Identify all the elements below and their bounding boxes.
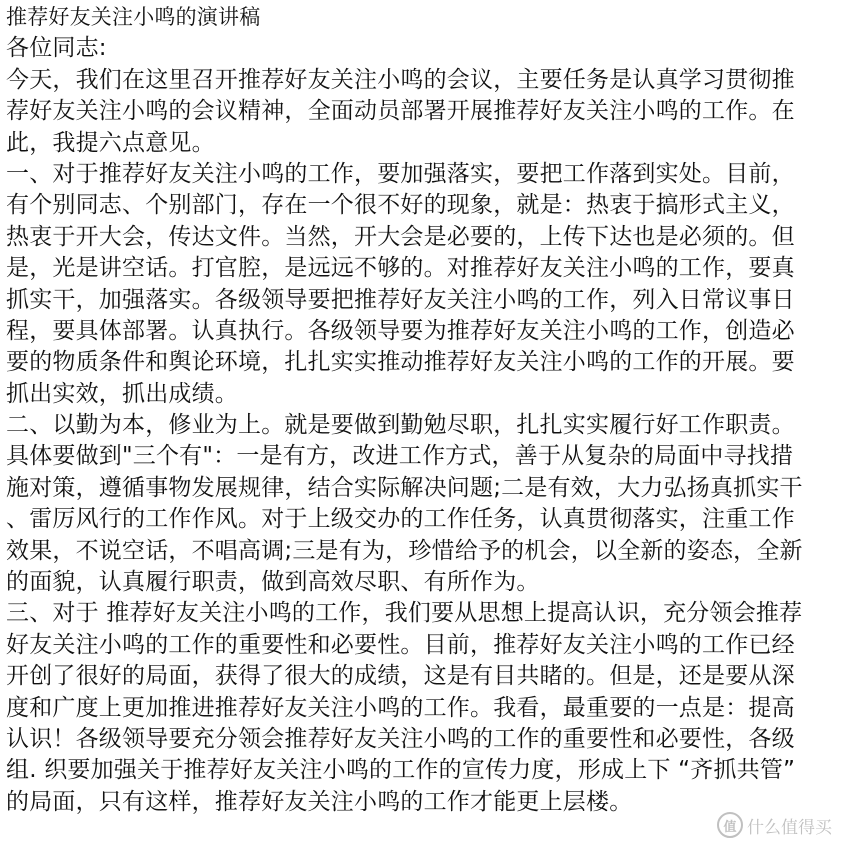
text-line: 开创了很好的局面，获得了很大的成绩，这是有目共睹的。但是，还是要从深 xyxy=(6,663,795,690)
watermark-text: 什么值得买 xyxy=(747,817,832,838)
text-line: 有个别同志、个别部门，存在一个很不好的现象，就是：热衷于搞形式主义， xyxy=(6,192,795,219)
text-line: 、雷厉风行的工作作风。对于上级交办的工作任务，认真贯彻落实，注重工作 xyxy=(6,506,795,533)
text-line: 要的物质条件和舆论环境，扎扎实实推动推荐好友关注小鸣的工作的开展。要 xyxy=(6,349,795,376)
text-line: 程，要具体部署。认真执行。各级领导要为推荐好友关注小鸣的工作，创造必 xyxy=(6,317,795,344)
text-line: 各位同志: xyxy=(6,35,107,62)
text-line: 效果，不说空话，不唱高调;三是有为，珍惜给予的机会，以全新的姿态，全新 xyxy=(6,537,803,564)
text-line: 此，我提六点意见。 xyxy=(6,129,215,156)
text-line: 度和广度上更加推进推荐好友关注小鸣的工作。我看，最重要的一点是：提高 xyxy=(6,694,795,721)
text-line: 今天，我们在这里召开推荐好友关注小鸣的会议，主要任务是认真学习贯彻推 xyxy=(6,66,795,93)
text-line: 三、对于 推荐好友关注小鸣的工作，我们要从思想上提高认识，充分领会推荐 xyxy=(6,600,803,627)
text-line: 组. 织要加强关于推荐好友关注小鸣的工作的宣传力度，形成上下 “齐抓共管” xyxy=(6,757,796,784)
watermark-logo-icon: 值 xyxy=(717,812,743,838)
text-line: 抓实干，加强落实。各级领导要把推荐好友关注小鸣的工作，列入日常议事日 xyxy=(6,286,795,313)
text-line: 施对策，遵循事物发展规律，结合实际解决问题;二是有效，大力弘扬真抓实干 xyxy=(6,474,803,501)
document-title: 推荐好友关注小鸣的演讲稿 xyxy=(6,5,261,29)
text-line: 二、以勤为本，修业为上。就是要做到勤勉尽职，扎扎实实履行好工作职责。 xyxy=(6,412,795,439)
document xyxy=(6,2,838,818)
watermark xyxy=(717,812,832,838)
text-line: 荐好友关注小鸣的会议精神，全面动员部署开展推荐好友关注小鸣的工作。在 xyxy=(6,98,795,125)
text-line: 好友关注小鸣的工作的重要性和必要性。目前，推荐好友关注小鸣的工作已经 xyxy=(6,631,795,658)
text-line: 抓出实效，抓出成绩。 xyxy=(6,380,238,407)
text-line: 一、对于推荐好友关注小鸣的工作，要加强落实，要把工作落到实处。目前， xyxy=(6,160,795,187)
text-line: 的面貌，认真履行职责，做到高效尽职、有所作为。 xyxy=(6,569,540,596)
text-line: 具体要做到"三个有"：一是有方，改进工作方式，善于从复杂的局面中寻找措 xyxy=(6,443,794,470)
text-line: 热衷于开大会，传达文件。当然，开大会是必要的，上传下达也是必须的。但 xyxy=(6,223,795,250)
text-line: 认识！各级领导要充分领会推荐好友关注小鸣的工作的重要性和必要性，各级 xyxy=(6,725,795,752)
text-line: 是，光是讲空话。打官腔，是远远不够的。对推荐好友关注小鸣的工作，要真 xyxy=(6,255,795,282)
text-line: 的局面，只有这样，推荐好友关注小鸣的工作才能更上层楼。 xyxy=(6,788,633,815)
